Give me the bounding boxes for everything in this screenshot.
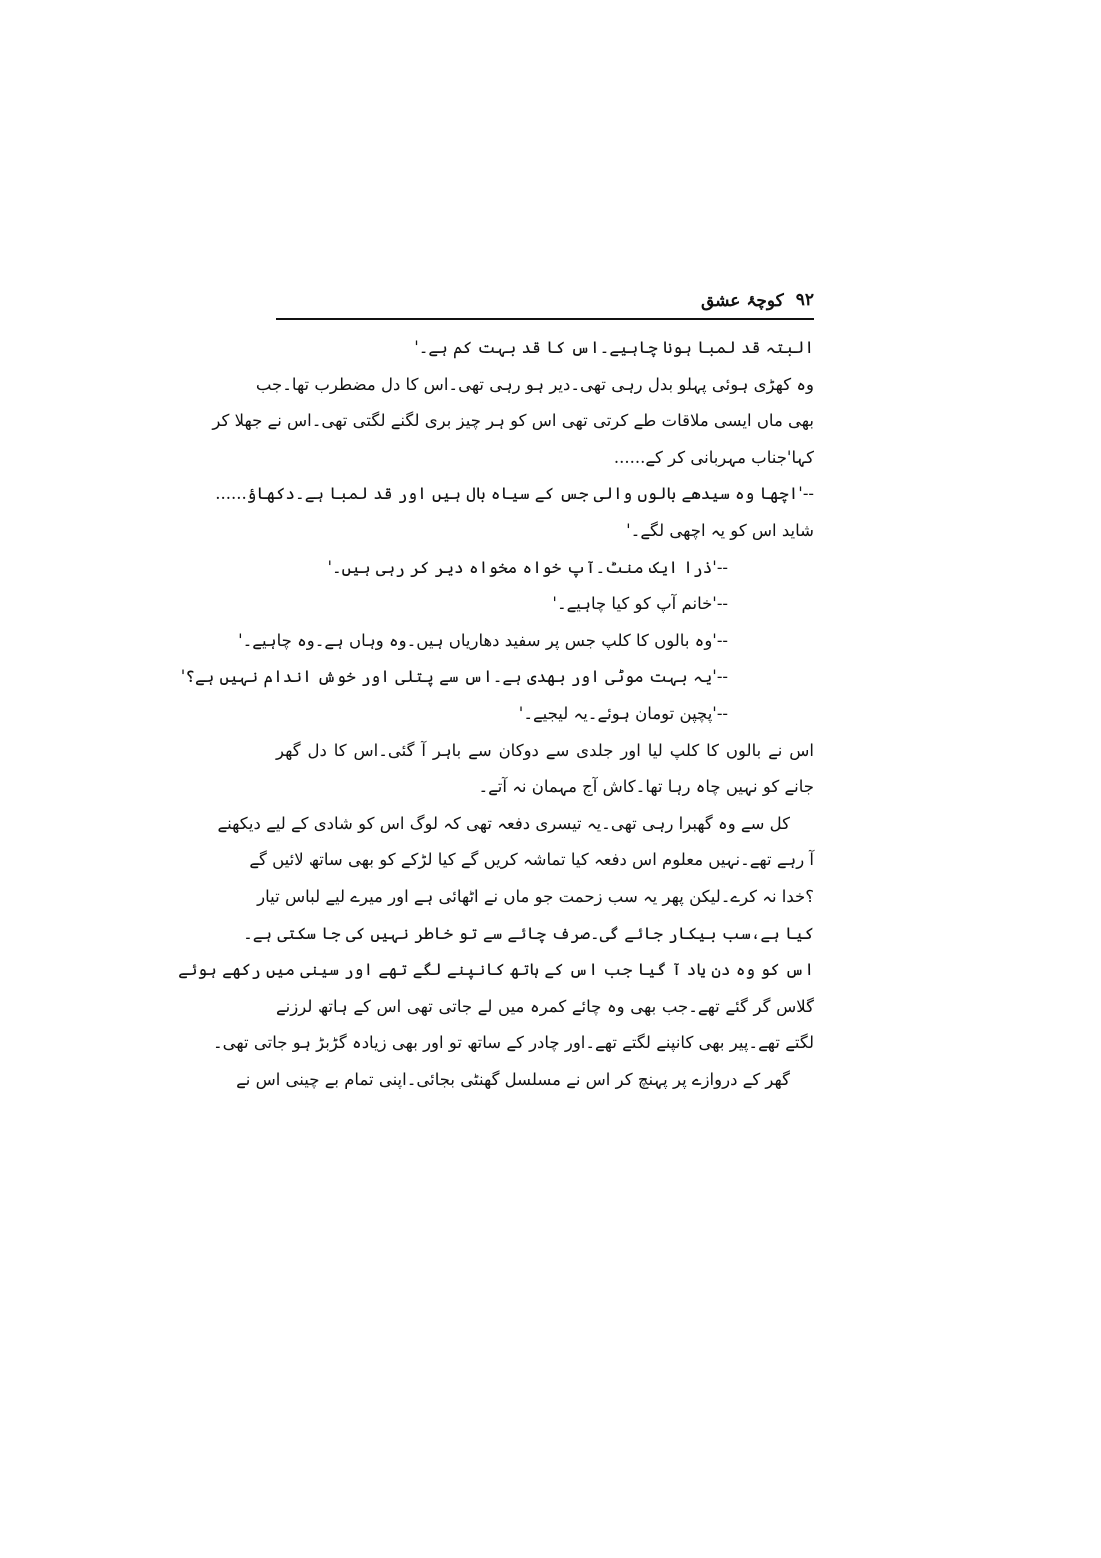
text-line: کہا'جناب مہربانی کر کے...... <box>613 447 814 467</box>
text-line: اس کو وہ دن یاد آ گیا جب اس کے ہاتھ کانپنے لگے تھے اور سینی میں رکھے ہوئے <box>178 960 814 980</box>
text-line: گھر کے دروازے پر پہنچ کر اس نے مسلسل گھنٹی بجائی۔اپنی تمام بے چینی اس نے <box>236 1069 790 1089</box>
text-line: --'پچپن تومان ہوئے۔یہ لیجیے۔' <box>518 703 728 723</box>
header-rule <box>276 318 814 320</box>
text-line: بھی ماں ایسی ملاقات طے کرتی تھی اس کو ہر چیز بری لگنے لگتی تھی۔اس نے جھلا کر <box>212 411 814 431</box>
text-line: --'ذرا ایک منٹ۔آپ خواہ مخواہ دیر کر رہی ہیں۔' <box>327 557 728 577</box>
text-line: البتہ قد لمبا ہونا چاہیے۔اس کا قد بہت کم ہے۔' <box>414 338 814 357</box>
text-line: کل سے وہ گھبرا رہی تھی۔یہ تیسری دفعہ تھی کہ لوگ اس کو شادی کے لیے دیکھنے <box>217 813 790 833</box>
text-line: آ رہے تھے۔نہیں معلوم اس دفعہ کیا تماشہ کریں گے کیا لڑکے کو بھی ساتھ لائیں گے <box>249 850 814 870</box>
text-line: لگتے تھے۔پیر بھی کانپنے لگتے تھے۔اور چادر کے ساتھ تو اور بھی زیادہ گڑبڑ ہو جاتی تھی۔ <box>213 1033 814 1053</box>
text-line: --'خانم آپ کو کیا چاہیے۔' <box>552 594 728 614</box>
text-line: جانے کو نہیں چاہ رہا تھا۔کاش آج مہمان نہ آتے۔ <box>478 777 814 797</box>
text-line: --'یہ بہت موٹی اور بھدی ہے۔اس سے پتلی اور خوش اندام نہیں ہے؟' <box>180 667 728 687</box>
text-line: وہ کھڑی ہوئی پہلو بدل رہی تھی۔دیر ہو رہی تھی۔اس کا دل مضطرب تھا۔جب <box>255 374 814 394</box>
text-line: ؟خدا نہ کرے۔لیکن پھر یہ سب زحمت جو ماں نے اٹھائی ہے اور میرے لیے لباس تیار <box>257 886 814 906</box>
text-line: کیا ہے،سب بیکار جائے گی۔صرف چائے سے تو خاطر نہیں کی جا سکتی ہے۔ <box>243 923 814 943</box>
text-line: شاید اس کو یہ اچھی لگے۔' <box>626 520 814 540</box>
text-line: --'اچھا وہ سیدھے بالوں والی جس کے سیاہ بال ہیں اور قد لمبا ہے۔دکھاؤ...... <box>215 484 814 504</box>
running-header <box>276 283 814 317</box>
body-text <box>178 330 814 1098</box>
book-title: کوچۂ عشق <box>700 290 784 311</box>
text-line: اس نے بالوں کا کلپ لیا اور جلدی سے دوکان سے باہر آ گئی۔اس کا دل گھر <box>276 740 814 760</box>
page-number: ۹۲ <box>795 290 814 310</box>
text-line: --'وہ بالوں کا کلپ جس پر سفید دھاریاں ہیں۔وہ وہاں ہے۔وہ چاہیے۔' <box>238 630 728 650</box>
text-line: گلاس گر گئے تھے۔جب بھی وہ چائے کمرہ میں لے جاتی تھی اس کے ہاتھ لرزنے <box>276 996 814 1016</box>
